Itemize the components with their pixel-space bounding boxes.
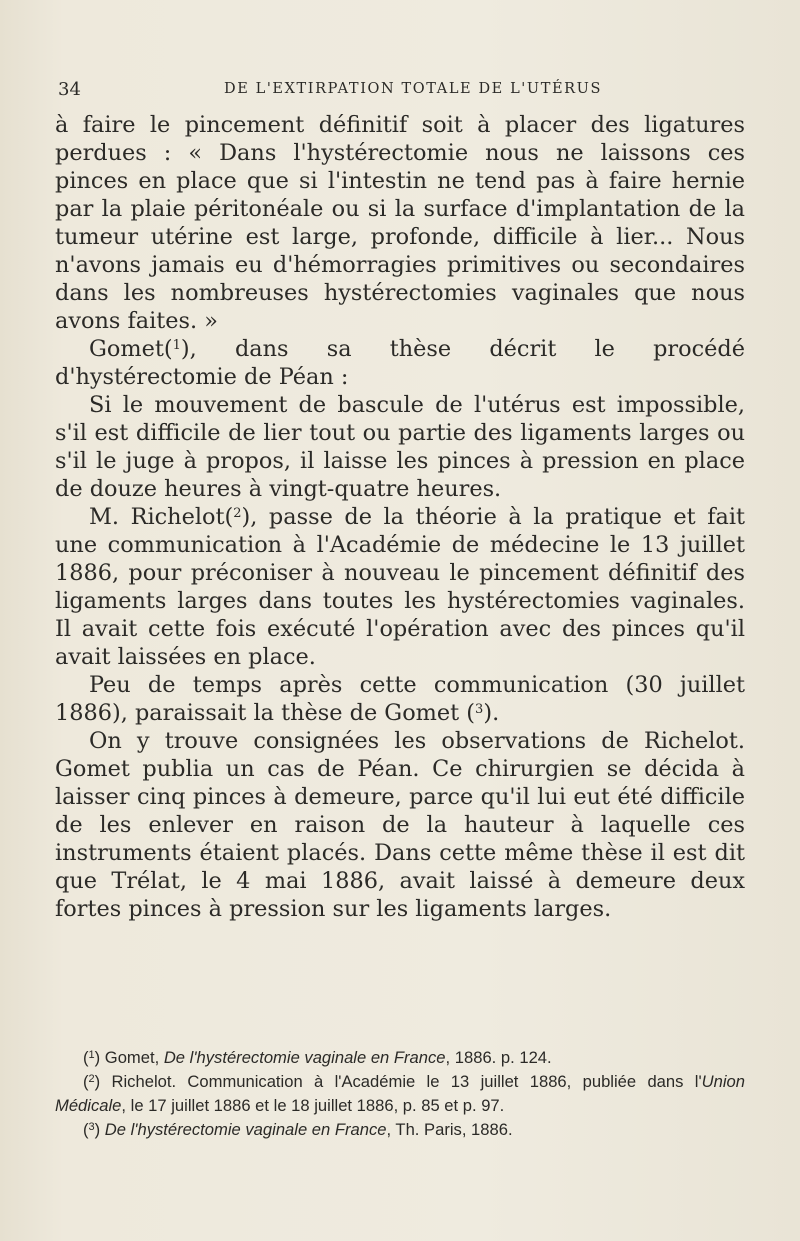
paragraph-gomet-thesis: Peu de temps après cette communication (30 juillet 1886), paraissait la thèse de Gomet ($^3$). [55, 672, 745, 726]
paragraph-text: , passe de la théorie à la pratique et fait une communication à l'Académie de médecine le 13 juillet 1886, pour préconiser à nouveau le pincement définitif des ligaments larges dans toutes les hystérectomies vaginales. Il avait cette fois exécuté l'opération avec des pinces qu'il avait laissées en place. [55, 504, 746, 670]
footnote-3: ($^3$) De l'hystérectomie vaginale en France, Th. Paris, 1886. [83, 1120, 513, 1139]
footnote-ref-1[interactable]: 1 [172, 338, 181, 353]
footnote-mark: 1 [88, 1049, 95, 1061]
footnote-rest: , Th. Paris, 1886. [386, 1120, 513, 1139]
paragraph-text: , dans sa thèse décrit le procédé d'hystérectomie de Péan : [55, 336, 745, 390]
footnote-title: De l'hystérectomie vaginale en France [163, 1048, 446, 1067]
paragraph-text: . [492, 700, 500, 726]
footnote-author: Gomet, [104, 1048, 164, 1067]
page-header [58, 79, 748, 107]
footnote-lead: Richelot. Communication à l'Académie le 13 juillet 1886, publiée dans l' [111, 1072, 702, 1091]
paragraph-observations: On y trouve consignées les observations de Richelot. Gomet publia un cas de Péan. Ce chirurgien se décida à laisser cinq pinces à demeure, parce qu'il lui eut été difficile de les enlever en raison de la hauteur à laquelle ces instruments étaient placés. Dans cette même thèse il est dit que Trélat, le 4 mai 1886, avait laissé à demeure deux fortes pinces à pression sur les ligaments larges. [55, 728, 745, 922]
footnote-mark: 3 [88, 1121, 95, 1133]
footnote-title: Union Médicale [55, 1072, 745, 1115]
footnote-title: De l'hystérectomie vaginale en France [104, 1120, 387, 1139]
footnote-rest: , le 17 juillet 1886 et le 18 juillet 1886, p. 85 et p. 97. [121, 1096, 505, 1115]
footnote-2: ($^2$) Richelot. Communication à l'Académie le 13 juillet 1886, publiée dans l'Union Médicale, le 17 juillet 1886 et le 18 juillet 1886, p. 85 et p. 97. [55, 1072, 745, 1115]
paragraph-richelot: M. Richelot($^2$), passe de la théorie à la pratique et fait une communication à l'Académie de médecine le 13 juillet 1886, pour préconiser à nouveau le pincement définitif des ligaments larges dans toutes les hystérectomies vaginales. Il avait cette fois exécuté l'opération avec des pinces qu'il avait laissées en place. [55, 504, 746, 670]
footnotes [55, 1046, 745, 1142]
running-title: DE L'EXTIRPATION TOTALE DE L'UTÉRUS [223, 81, 603, 97]
paragraph-pean-procedure: Si le mouvement de bascule de l'utérus est impossible, s'il est difficile de lier tout ou partie des ligaments larges ou s'il le juge à propos, il laisse les pinces à pression en place de douze heures à vingt-quatre heures. [55, 392, 745, 502]
paragraph-text: M. Richelot [89, 504, 225, 530]
paragraph-continuation: à faire le pincement définitif soit à placer des ligatures perdues : « Dans l'hystérectomie nous ne laissons ces pinces en place que si l'intestin ne tend pas à faire hernie par la plaie péritonéale ou si la surface d'implantation de la tumeur utérine est large, profonde, difficile à lier... Nous n'avons jamais eu d'hémorragies primitives ou secondaires dans les nombreuses hystérectomies vaginales que nous avons faites. » [55, 112, 745, 334]
footnote-ref-3[interactable]: 3 [475, 702, 484, 717]
paragraph-text: Gomet [89, 336, 164, 362]
footnote-1: ($^1$) Gomet, De l'hystérectomie vaginale en France, 1886. p. 124. [83, 1048, 552, 1067]
paragraph-gomet: Gomet($^1$), dans sa thèse décrit le procédé d'hystérectomie de Péan : [55, 336, 745, 390]
footnote-ref-2[interactable]: 2 [233, 506, 242, 521]
footnote-mark: 2 [88, 1073, 95, 1085]
body-text [55, 111, 745, 923]
paragraph-text: Peu de temps après cette communication (30 juillet 1886), paraissait la thèse de Gomet [55, 672, 745, 726]
page-number: 34 [58, 79, 81, 100]
footnote-rest: , 1886. p. 124. [445, 1048, 552, 1067]
